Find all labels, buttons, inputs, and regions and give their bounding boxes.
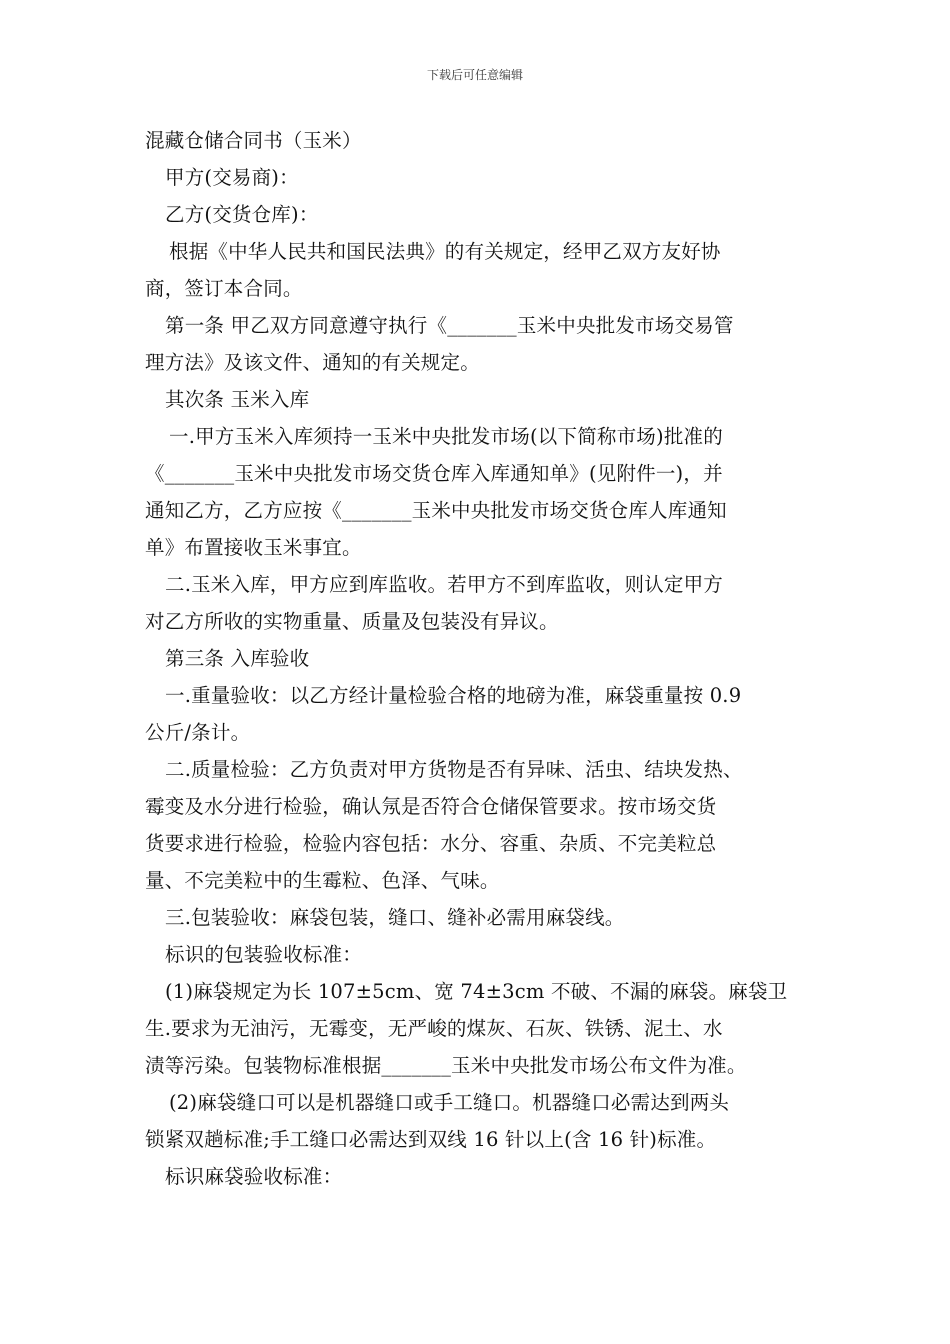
document-line: 霉变及水分进行检验，确认氖是否符合仓储保管要求。按市场交货: [145, 795, 717, 818]
document-line: 对乙方所收的实物重量、质量及包装没有异议。: [145, 610, 559, 633]
document-line: 一.重量验收：以乙方经计量检验合格的地磅为准，麻袋重量按 0.9: [165, 684, 742, 707]
document-line: 通知乙方，乙方应按《_______玉米中央批发市场交货仓库人库通知: [145, 499, 727, 522]
document-title: 混藏仓储合同书（玉米）: [145, 129, 362, 152]
document-line: 渍等污染。包装物标准根据_______玉米中央批发市场公布文件为准。: [145, 1054, 747, 1077]
document-line: 货要求进行检验，检验内容包括：水分、容重、杂质、不完美粒总: [145, 832, 717, 855]
document-body: [145, 122, 813, 1195]
document-line: 三.包装验收：麻袋包装，缝口、缝补必需用麻袋线。: [165, 906, 625, 929]
document-line: 标识的包装验收标准：: [165, 943, 363, 966]
document-line: (2)麻袋缝口可以是机器缝口或手工缝口。机器缝口必需达到两头: [169, 1091, 730, 1114]
document-line: 二.玉米入库，甲方应到库监收。若甲方不到库监收，则认定甲方: [165, 573, 723, 596]
document-line: (1)麻袋规定为长 107±5cm、宽 74±3cm 不破、不漏的麻袋。麻袋卫: [165, 980, 788, 1003]
document-line: 乙方(交货仓库)：: [165, 203, 319, 226]
document-line: 一.甲方玉米入库须持一玉米中央批发市场(以下简称市场)批准的: [169, 425, 723, 448]
document-line: 标识麻袋验收标准：: [165, 1165, 343, 1188]
document-line: 《_______玉米中央批发市场交货仓库入库通知单》(见附件一)，并: [145, 462, 723, 485]
document-line: 公斤/条计。: [145, 721, 251, 744]
document-line: 二.质量检验：乙方负责对甲方货物是否有异味、活虫、结块发热、: [165, 758, 743, 781]
document-line: 量、不完美粒中的生霉粒、色泽、气味。: [145, 869, 500, 892]
page-header: 下载后可任意编辑: [426, 68, 523, 82]
document-line: 甲方(交易商)：: [165, 166, 299, 189]
document-line: 单》布置接收玉米事宜。: [145, 536, 362, 559]
document-line: 第三条 入库验收: [165, 647, 310, 670]
document-line: 锁紧双趟标准;手工缝口必需达到双线 16 针以上(含 16 针)标准。: [145, 1128, 717, 1151]
document-line: 商，签订本合同。: [145, 277, 303, 300]
document-line: 生.要求为无油污，无霉变，无严峻的煤灰、石灰、铁锈、泥土、水: [145, 1017, 723, 1040]
document-line: 第一条 甲乙双方同意遵守执行《_______玉米中央批发市场交易管: [165, 314, 734, 337]
document-line: 其次条 玉米入库: [165, 388, 310, 411]
document-line: 理方法》及该文件、通知的有关规定。: [145, 351, 480, 374]
document-line: 根据《中华人民共和国民法典》的有关规定，经甲乙双方友好协: [169, 240, 721, 263]
